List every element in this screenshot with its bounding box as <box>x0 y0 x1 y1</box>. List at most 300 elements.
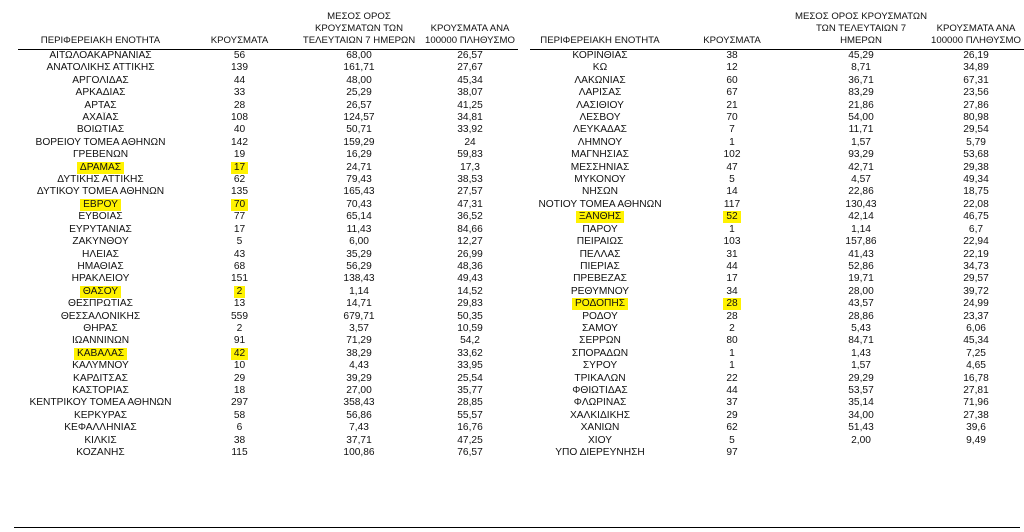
per100k-value: 33,62 <box>457 347 483 359</box>
region-value: ΝΗΣΩΝ <box>582 186 618 198</box>
region-cell <box>530 87 670 99</box>
region-cell <box>18 286 183 298</box>
region-value: ΔΥΤΙΚΗΣ ΑΤΤΙΚΗΣ <box>57 174 144 186</box>
cases-cell <box>183 75 296 87</box>
cases-value: 28 <box>726 310 738 322</box>
region-value: ΔΡΑΜΑΣ <box>77 162 124 174</box>
region-value: ΧΑΝΙΩΝ <box>580 422 620 434</box>
avg7-value: 25,29 <box>346 87 372 99</box>
region-value: ΚΑΡΔΙΤΣΑΣ <box>73 372 128 384</box>
per100k-column-header: ΚΡΟΥΣΜΑΤΑ ΑΝΑ 100000 ΠΛΗΘΥΣΜΟ <box>422 0 518 50</box>
cases-cell <box>670 75 794 87</box>
per100k-value: 6,7 <box>968 223 984 235</box>
region-value: ΛΑΣΙΘΙΟΥ <box>576 99 624 111</box>
per100k-cell <box>422 447 518 459</box>
region-cell <box>18 273 183 285</box>
per100k-value: 39,6 <box>966 422 986 434</box>
table-row <box>530 211 1024 223</box>
cases-value: 103 <box>723 236 741 248</box>
region-value: ΤΡΙΚΑΛΩΝ <box>574 372 626 384</box>
per100k-cell <box>422 422 518 434</box>
region-cell <box>18 211 183 223</box>
region-cell <box>530 62 670 74</box>
cases-value: 6 <box>236 422 243 434</box>
region-cell <box>18 174 183 186</box>
avg7-value: 53,57 <box>848 384 874 396</box>
cases-value: 97 <box>726 447 738 458</box>
per100k-cell <box>422 335 518 347</box>
avg7-cell <box>296 422 422 434</box>
cases-cell <box>670 323 794 335</box>
avg7-cell <box>794 112 928 124</box>
region-value: ΡΟΔΟΥ <box>582 310 618 322</box>
per100k-cell <box>928 199 1024 211</box>
avg7-cell <box>296 75 422 87</box>
per100k-value: 34,73 <box>963 260 989 272</box>
avg7-value: 138,43 <box>343 273 375 285</box>
per100k-cell <box>422 100 518 112</box>
avg7-cell <box>296 410 422 422</box>
cases-value: 40 <box>233 124 246 136</box>
avg7-value: 159,29 <box>343 136 375 148</box>
region-value: ΘΕΣΣΑΛΟΝΙΚΗΣ <box>60 310 141 322</box>
avg7-cell <box>794 311 928 323</box>
per100k-cell <box>422 50 518 63</box>
per100k-cell <box>928 422 1024 434</box>
region-value: ΦΘΙΩΤΙΔΑΣ <box>572 384 628 396</box>
per100k-value: 22,19 <box>963 248 989 260</box>
avg7-value: 1,57 <box>851 360 871 372</box>
cases-value: 13 <box>233 298 246 310</box>
avg7-cell <box>794 50 928 63</box>
avg7-cell <box>296 435 422 447</box>
region-cell <box>18 186 183 198</box>
cases-value: 62 <box>726 422 738 434</box>
per100k-cell <box>422 211 518 223</box>
avg7-value: 100,86 <box>343 447 375 458</box>
per100k-value: 7,25 <box>966 347 986 359</box>
cases-value: 33 <box>233 87 246 99</box>
table-row <box>18 360 518 372</box>
region-value: ΣΑΜΟΥ <box>582 322 618 334</box>
avg7-cell <box>794 385 928 397</box>
table-bottom-rule <box>14 527 1020 528</box>
region-cell <box>530 286 670 298</box>
cases-cell <box>670 199 794 211</box>
cases-cell <box>670 87 794 99</box>
avg7-cell <box>794 199 928 211</box>
cases-value: 47 <box>726 161 738 173</box>
table-row <box>530 311 1024 323</box>
cases-value: 17 <box>231 162 248 174</box>
table-row <box>18 410 518 422</box>
cases-value: 37 <box>726 397 738 409</box>
avg7-cell <box>296 286 422 298</box>
avg7-value: 14,71 <box>346 298 372 310</box>
per100k-value: 10,59 <box>457 322 483 334</box>
cases-cell <box>670 273 794 285</box>
per100k-cell <box>928 75 1024 87</box>
per100k-cell <box>928 174 1024 186</box>
per100k-cell <box>928 149 1024 161</box>
region-value: ΚΙΛΚΙΣ <box>84 434 117 446</box>
table-row <box>18 385 518 397</box>
region-cell <box>18 397 183 409</box>
per100k-cell <box>422 323 518 335</box>
avg7-value: 29,29 <box>848 372 874 384</box>
avg7-cell <box>296 447 422 459</box>
region-cell <box>18 311 183 323</box>
avg7-value: 84,71 <box>848 335 874 347</box>
region-value: ΒΟΙΩΤΙΑΣ <box>76 124 125 136</box>
cases-value: 28 <box>723 298 740 310</box>
cases-value: 56 <box>233 50 246 61</box>
avg7-value: 56,29 <box>346 260 372 272</box>
avg7-column-header: ΜΕΣΟΣ ΟΡΟΣ ΚΡΟΥΣΜΑΤΩΝ ΤΩΝ ΤΕΛΕΥΤΑΙΩΝ 7 ΗΜΕΡΩΝ <box>794 0 928 50</box>
table-row <box>18 397 518 409</box>
cases-value: 12 <box>726 62 738 74</box>
per100k-value: 33,95 <box>457 360 483 372</box>
region-value: ΖΑΚΥΝΘΟΥ <box>72 236 129 248</box>
avg7-value: 27,00 <box>346 384 372 396</box>
table-row <box>530 186 1024 198</box>
cases-cell <box>670 261 794 273</box>
table-row <box>18 422 518 434</box>
cases-cell <box>670 224 794 236</box>
per100k-cell <box>422 298 518 310</box>
table-row <box>18 373 518 385</box>
avg7-value: 161,71 <box>343 62 375 74</box>
cases-value: 2 <box>729 322 735 334</box>
avg7-value: 8,71 <box>851 62 871 74</box>
avg7-cell <box>794 124 928 136</box>
avg7-value: 130,43 <box>845 198 877 210</box>
table-row <box>18 62 518 74</box>
avg7-value: 5,43 <box>851 322 871 334</box>
cases-cell <box>183 112 296 124</box>
avg7-value: 71,29 <box>346 335 372 347</box>
region-cell <box>530 137 670 149</box>
region-cell <box>530 236 670 248</box>
avg7-value: 4,57 <box>851 174 871 186</box>
avg7-value: 11,71 <box>848 124 874 136</box>
avg7-value: 38,29 <box>346 347 372 359</box>
cases-cell <box>183 174 296 186</box>
avg7-value: 21,86 <box>848 99 874 111</box>
region-cell <box>18 335 183 347</box>
cases-cell <box>670 112 794 124</box>
avg7-value: 56,86 <box>346 409 372 421</box>
cases-value: 5 <box>729 174 735 186</box>
per100k-value: 29,38 <box>963 161 989 173</box>
table-header-row <box>530 0 1024 50</box>
per100k-cell <box>928 286 1024 298</box>
region-value: ΑΡΤΑΣ <box>84 99 117 111</box>
region-cell <box>530 211 670 223</box>
per100k-value: 41,25 <box>457 99 483 111</box>
per100k-cell <box>928 124 1024 136</box>
per100k-column-header: ΚΡΟΥΣΜΑΤΑ ΑΝΑ 100000 ΠΛΗΘΥΣΜΟ <box>928 0 1024 50</box>
region-cell <box>18 50 183 63</box>
cases-cell <box>670 186 794 198</box>
avg7-value: 70,43 <box>346 198 372 210</box>
region-cell <box>530 124 670 136</box>
cases-value: 60 <box>726 74 738 86</box>
region-cell <box>18 261 183 273</box>
avg7-cell <box>296 348 422 360</box>
per100k-cell <box>422 62 518 74</box>
region-cell <box>530 162 670 174</box>
cases-cell <box>670 298 794 310</box>
per100k-value: 49,34 <box>963 174 989 186</box>
region-cell <box>18 435 183 447</box>
region-cell <box>18 298 183 310</box>
per100k-cell <box>422 373 518 385</box>
per100k-cell <box>928 385 1024 397</box>
per100k-cell <box>422 435 518 447</box>
per100k-value: 53,68 <box>963 149 989 161</box>
cases-value: 14 <box>726 186 738 198</box>
cases-value: 70 <box>231 199 248 211</box>
per100k-value: 27,57 <box>457 186 483 198</box>
cases-cell <box>183 199 296 211</box>
region-cell <box>530 261 670 273</box>
cases-cell <box>183 62 296 74</box>
region-value: ΛΑΡΙΣΑΣ <box>578 87 622 99</box>
table-row <box>530 261 1024 273</box>
per100k-value: 22,08 <box>963 198 989 210</box>
per100k-cell <box>422 186 518 198</box>
cases-value: 5 <box>236 236 243 248</box>
region-cell <box>18 224 183 236</box>
avg7-value: 65,14 <box>346 211 372 223</box>
cases-cell <box>183 348 296 360</box>
region-cell <box>530 75 670 87</box>
cases-cell <box>183 100 296 112</box>
cases-cell <box>183 447 296 459</box>
cases-value: 1 <box>729 347 735 359</box>
avg7-value: 1,43 <box>851 347 871 359</box>
per100k-cell <box>928 50 1024 63</box>
avg7-cell <box>794 87 928 99</box>
region-value: ΗΛΕΙΑΣ <box>82 248 119 260</box>
region-column-header: ΠΕΡΙΦΕΡΕΙΑΚΗ ΕΝΟΤΗΤΑ <box>18 0 183 50</box>
cases-cell <box>183 137 296 149</box>
avg7-value: 157,86 <box>845 236 877 248</box>
avg7-cell <box>794 435 928 447</box>
cases-value: 115 <box>231 447 248 458</box>
per100k-cell <box>422 87 518 99</box>
cases-cell <box>183 286 296 298</box>
per100k-cell <box>422 348 518 360</box>
table-row <box>530 348 1024 360</box>
cases-cell <box>183 149 296 161</box>
avg7-value: 11,43 <box>346 223 372 235</box>
per100k-value: 47,31 <box>457 198 483 210</box>
cases-cell <box>183 385 296 397</box>
table-row <box>530 323 1024 335</box>
cases-cell <box>183 186 296 198</box>
per100k-value: 26,57 <box>457 50 483 61</box>
table-row <box>530 273 1024 285</box>
per100k-cell <box>928 410 1024 422</box>
cases-value: 102 <box>723 149 741 161</box>
per100k-cell <box>928 435 1024 447</box>
avg7-cell <box>296 174 422 186</box>
per100k-cell <box>422 162 518 174</box>
per100k-value: 26,19 <box>963 50 989 61</box>
per100k-value: 59,83 <box>457 149 483 161</box>
per100k-cell <box>422 75 518 87</box>
cases-value: 18 <box>233 384 246 396</box>
region-value: ΒΟΡΕΙΟΥ ΤΟΜΕΑ ΑΘΗΝΩΝ <box>35 136 166 148</box>
cases-cell <box>670 124 794 136</box>
cases-cell <box>670 447 794 459</box>
region-cell <box>530 323 670 335</box>
per100k-cell <box>422 224 518 236</box>
per100k-value: 84,66 <box>457 223 483 235</box>
per100k-cell <box>422 249 518 261</box>
cases-cell <box>670 410 794 422</box>
avg7-cell <box>794 348 928 360</box>
per100k-value: 55,57 <box>457 409 483 421</box>
table-row <box>18 199 518 211</box>
per100k-value: 12,27 <box>457 236 483 248</box>
region-cell <box>530 100 670 112</box>
cases-value: 29 <box>726 409 738 421</box>
region-value: ΗΜΑΘΙΑΣ <box>77 260 124 272</box>
per100k-value: 38,07 <box>457 87 483 99</box>
region-value: ΑΝΑΤΟΛΙΚΗΣ ΑΤΤΙΚΗΣ <box>46 62 155 74</box>
per100k-value: 39,72 <box>963 285 989 297</box>
cases-cell <box>670 149 794 161</box>
table-row <box>530 137 1024 149</box>
cases-value: 91 <box>233 335 246 347</box>
avg7-cell <box>794 373 928 385</box>
cases-value: 70 <box>726 112 738 124</box>
per100k-cell <box>422 112 518 124</box>
per100k-value: 26,99 <box>457 248 483 260</box>
per100k-cell <box>422 273 518 285</box>
region-cell <box>530 298 670 310</box>
region-value: ΓΡΕΒΕΝΩΝ <box>72 149 129 161</box>
cases-cell <box>670 422 794 434</box>
cases-cell <box>670 348 794 360</box>
cases-column-header: ΚΡΟΥΣΜΑΤΑ <box>183 0 296 50</box>
cases-value: 297 <box>231 397 248 409</box>
avg7-cell <box>296 373 422 385</box>
per100k-value: 6,06 <box>966 322 986 334</box>
region-cell <box>18 124 183 136</box>
avg7-cell <box>296 199 422 211</box>
avg7-cell <box>296 397 422 409</box>
avg7-cell <box>794 447 928 459</box>
per100k-value: 27,38 <box>963 409 989 421</box>
per100k-value: 16,76 <box>457 422 483 434</box>
table-row <box>18 186 518 198</box>
cases-value: 44 <box>726 260 738 272</box>
avg7-cell <box>794 323 928 335</box>
per100k-cell <box>928 62 1024 74</box>
region-column-header: ΠΕΡΙΦΕΡΕΙΑΚΗ ΕΝΟΤΗΤΑ <box>530 0 670 50</box>
region-value: ΡΟΔΟΠΗΣ <box>572 298 628 310</box>
region-cell <box>18 112 183 124</box>
per100k-value: 28,85 <box>457 397 483 409</box>
cases-cell <box>183 298 296 310</box>
per100k-value: 38,53 <box>457 174 483 186</box>
cases-cell <box>670 435 794 447</box>
per100k-cell <box>422 410 518 422</box>
region-cell <box>530 422 670 434</box>
region-value: ΝΟΤΙΟΥ ΤΟΜΕΑ ΑΘΗΝΩΝ <box>538 198 662 210</box>
region-cell <box>530 186 670 198</box>
cases-value: 67 <box>726 87 738 99</box>
avg7-cell <box>296 249 422 261</box>
avg7-value: 39,29 <box>346 372 372 384</box>
region-cell <box>18 162 183 174</box>
per100k-value: 24 <box>464 136 476 148</box>
region-cell <box>530 447 670 459</box>
region-cell <box>18 62 183 74</box>
region-value: ΑΧΑΪΑΣ <box>82 112 119 124</box>
table-row <box>530 224 1024 236</box>
table-row <box>530 50 1024 63</box>
cases-cell <box>183 323 296 335</box>
cases-cell <box>670 360 794 372</box>
table-row <box>18 137 518 149</box>
avg7-cell <box>794 236 928 248</box>
region-cell <box>18 323 183 335</box>
avg7-cell <box>296 323 422 335</box>
avg7-cell <box>794 249 928 261</box>
table-row <box>530 360 1024 372</box>
per100k-value: 50,35 <box>457 310 483 322</box>
cases-value: 38 <box>233 434 246 446</box>
avg7-value: 3,57 <box>349 322 369 334</box>
avg7-value: 79,43 <box>346 174 372 186</box>
avg7-cell <box>296 149 422 161</box>
cases-value: 117 <box>723 198 741 210</box>
avg7-value: 43,57 <box>848 298 874 310</box>
cases-cell <box>670 50 794 63</box>
table-row <box>530 112 1024 124</box>
avg7-cell <box>296 137 422 149</box>
avg7-value: 52,86 <box>848 260 874 272</box>
region-value: ΜΕΣΣΗΝΙΑΣ <box>570 161 630 173</box>
avg7-cell <box>296 112 422 124</box>
per100k-value: 17,3 <box>460 161 480 173</box>
region-value: ΚΕΝΤΡΙΚΟΥ ΤΟΜΕΑ ΑΘΗΝΩΝ <box>29 397 172 409</box>
avg7-value: 7,43 <box>349 422 369 434</box>
avg7-cell <box>296 360 422 372</box>
table-row <box>530 298 1024 310</box>
table-row <box>530 62 1024 74</box>
per100k-cell <box>928 261 1024 273</box>
per100k-value: 34,81 <box>457 112 483 124</box>
region-cell <box>530 348 670 360</box>
per100k-value: 36,52 <box>457 211 483 223</box>
region-value: ΥΠΟ ΔΙΕΡΕΥΝΗΣΗ <box>555 447 645 458</box>
per100k-cell <box>928 360 1024 372</box>
per100k-cell <box>928 335 1024 347</box>
avg7-value: 124,57 <box>343 112 375 124</box>
cases-cell <box>670 137 794 149</box>
per100k-cell <box>928 373 1024 385</box>
cases-cell <box>670 286 794 298</box>
left-cases-table <box>18 0 518 459</box>
table-row <box>18 348 518 360</box>
per100k-value: 25,54 <box>457 372 483 384</box>
